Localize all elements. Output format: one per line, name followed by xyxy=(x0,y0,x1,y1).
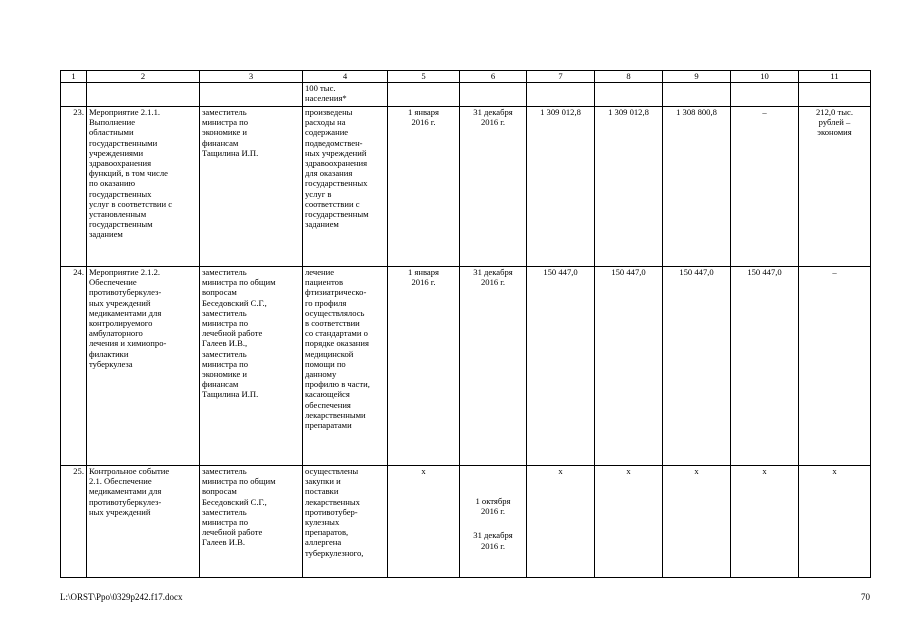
header-cell: 6 xyxy=(460,71,527,83)
value-cell: 150 447,0 xyxy=(663,267,731,466)
table-row xyxy=(61,466,871,578)
value-cell: х xyxy=(527,466,595,578)
result-cell: произведены расходы на содержание подведомствен- ных учреждений здравоохранения для оказания государственных услуг в соответствии с государственным заданием xyxy=(303,107,388,267)
header-row xyxy=(61,71,871,83)
responsible-cell: заместитель министра по экономике и финансам Тащилина И.П. xyxy=(200,107,303,267)
row-number: 25. xyxy=(61,466,87,578)
note-cell: – xyxy=(799,267,871,466)
end-date-cell: 31 декабря 2016 г. xyxy=(460,267,527,466)
start-date-cell: х xyxy=(388,466,460,578)
value-cell: 1 309 012,8 xyxy=(595,107,663,267)
file-path: L:\ORST\Ppo\0329p242.f17.docx xyxy=(60,592,183,602)
end-date-cell xyxy=(460,466,527,578)
header-cell: 11 xyxy=(799,71,871,83)
value-cell: х xyxy=(731,466,799,578)
result-cell: осуществлены закупки и поставки лекарственных противотубер- кулезных препаратов, аллергена туберкулезного, xyxy=(303,466,388,578)
row-number: 23. xyxy=(61,107,87,267)
result-cell: лечение пациентов фтизиатрическо- го профиля осуществлялось в соответствии со стандартами о порядке оказания медицинской помощи по данному профилю в части, касающейся обеспечения лекарственными препаратами xyxy=(303,267,388,466)
header-cell: 2 xyxy=(87,71,200,83)
value-cell: х xyxy=(595,466,663,578)
value-cell: х xyxy=(663,466,731,578)
end-date-a: 1 октября 2016 г. xyxy=(475,496,511,517)
value-cell: 150 447,0 xyxy=(595,267,663,466)
note-cell: 212,0 тыс. рублей – экономия xyxy=(799,107,871,267)
data-table xyxy=(60,70,871,578)
header-cell: 9 xyxy=(663,71,731,83)
start-date-cell: 1 января 2016 г. xyxy=(388,267,460,466)
header-cell: 3 xyxy=(200,71,303,83)
value-cell: 1 308 800,8 xyxy=(663,107,731,267)
header-cell: 1 xyxy=(61,71,87,83)
header-cell: 8 xyxy=(595,71,663,83)
value-cell: 1 309 012,8 xyxy=(527,107,595,267)
start-date-cell: 1 января 2016 г. xyxy=(388,107,460,267)
result-cell: 100 тыс. населения* xyxy=(303,83,388,107)
value-cell: 150 447,0 xyxy=(731,267,799,466)
responsible-cell: заместитель министра по общим вопросам Беседовский С.Г., заместитель министра по лечебной работе Галеев И.В., заместитель министра по экономике и финансам Тащилина И.П. xyxy=(200,267,303,466)
row-number: 24. xyxy=(61,267,87,466)
table-row xyxy=(61,267,871,466)
header-cell: 5 xyxy=(388,71,460,83)
event-cell: Мероприятие 2.1.1. Выполнение областными государственными учреждениями здравоохранения функций, в том числе по оказанию государственных услуг в соответствии с установленным государственным заданием xyxy=(87,107,200,267)
page-number: 70 xyxy=(861,592,870,602)
continuation-row xyxy=(61,83,871,107)
header-cell: 10 xyxy=(731,71,799,83)
header-cell: 7 xyxy=(527,71,595,83)
value-cell: 150 447,0 xyxy=(527,267,595,466)
end-date-b: 31 декабря 2016 г. xyxy=(473,530,513,551)
end-date-cell: 31 декабря 2016 г. xyxy=(460,107,527,267)
value-cell: – xyxy=(731,107,799,267)
table-row xyxy=(61,107,871,267)
event-cell: Мероприятие 2.1.2. Обеспечение противотуберкулез- ных учреждений медикаментами для контролируемого амбулаторного лечения и химиопро- филактики туберкулеза xyxy=(87,267,200,466)
event-cell: Контрольное событие 2.1. Обеспечение медикаментами для противотуберкулез- ных учреждений xyxy=(87,466,200,578)
note-cell: х xyxy=(799,466,871,578)
responsible-cell: заместитель министра по общим вопросам Беседовский С.Г., заместитель министра по лечебной работе Галеев И.В. xyxy=(200,466,303,578)
header-cell: 4 xyxy=(303,71,388,83)
